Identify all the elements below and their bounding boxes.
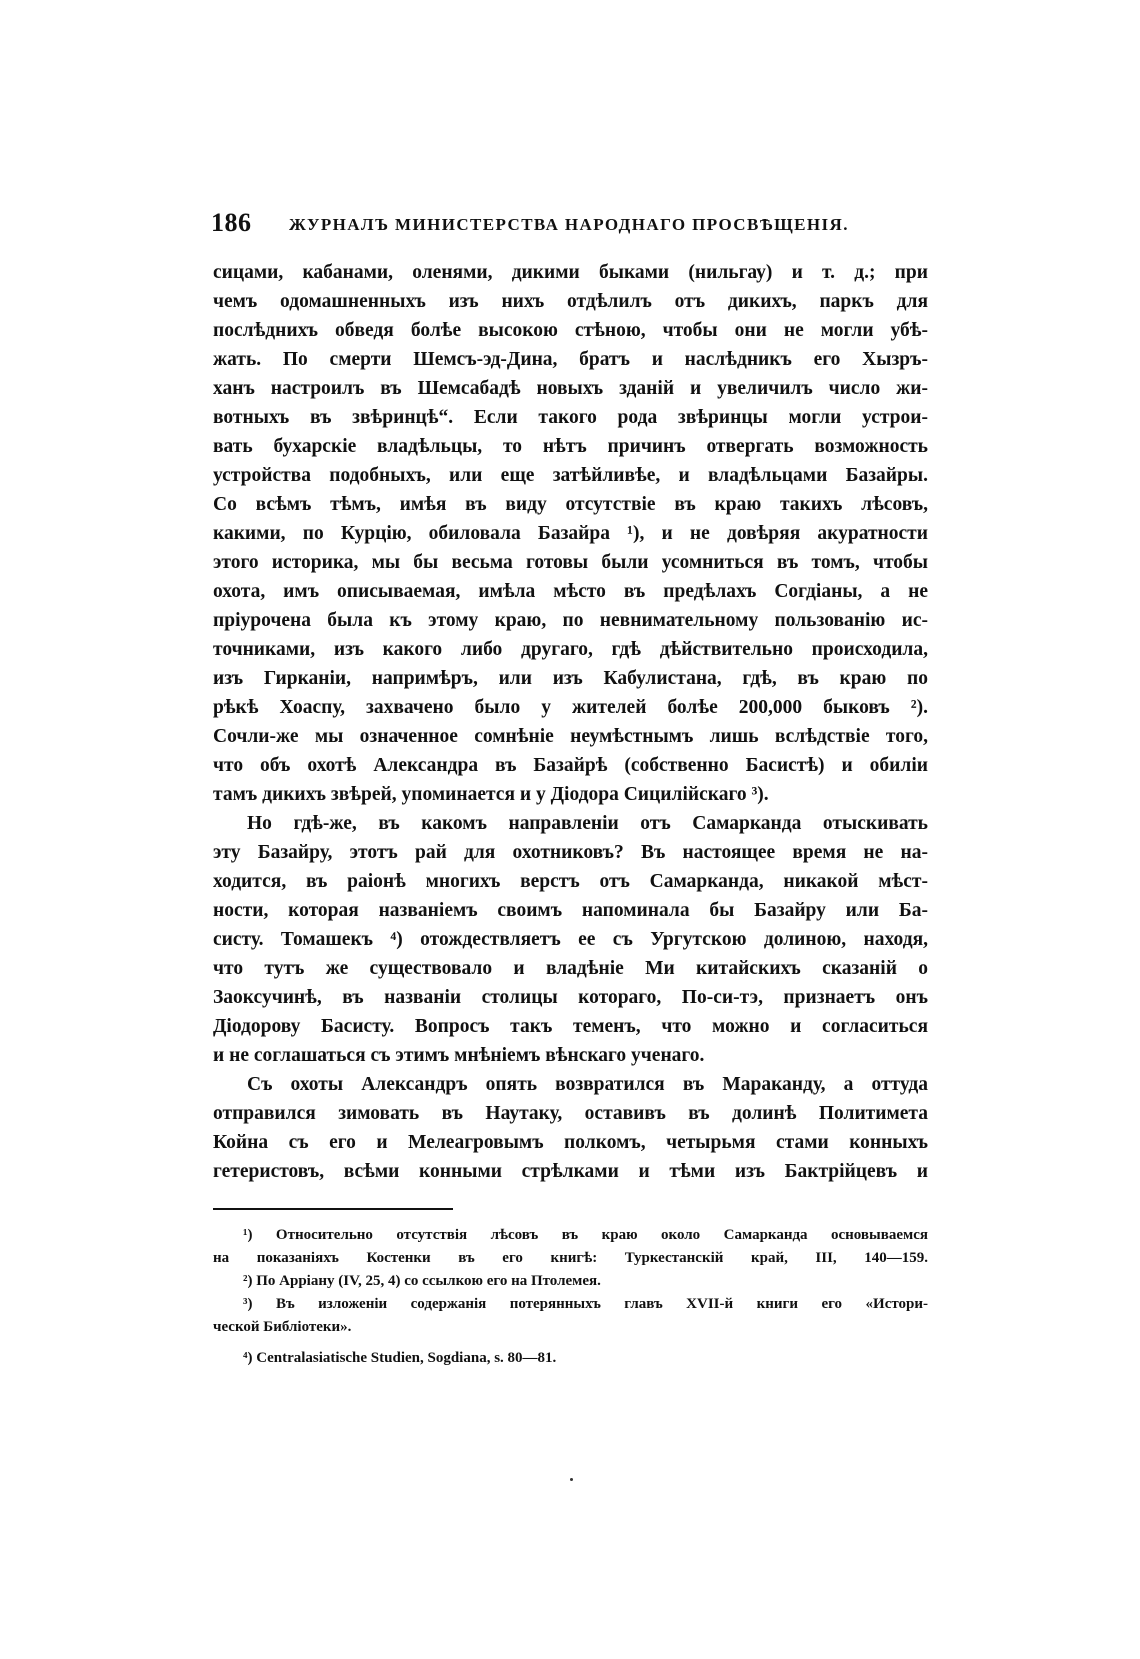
text-line: Заоксучинѣ, въ названіи столицы котораго, По-си-тэ, признаетъ онъ — [213, 987, 928, 1008]
footnote-line: ²) По Арріану (IV, 25, 4) со ссылкою его на Птолемея. — [243, 1273, 601, 1289]
text-line: послѣднихъ обведя болѣе высокою стѣною, чтобы они не могли убѣ- — [213, 320, 928, 341]
text-line: отправился зимовать въ Наутаку, оставивъ въ долинѣ Политимета — [213, 1103, 928, 1124]
text-line: устройства подобныхъ, или еще затѣйливѣе, и владѣльцами Базайры. — [213, 465, 928, 486]
text-line: гетеристовъ, всѣми конными стрѣлками и тѣми изъ Бактрійцевъ и — [213, 1161, 928, 1182]
text-line: и не соглашаться съ этимъ мнѣніемъ вѣнскаго ученаго. — [213, 1045, 705, 1066]
footnote-line: ческой Библіотеки». — [213, 1319, 352, 1335]
footnotes — [213, 1224, 928, 1370]
text-line: вать бухарскіе владѣльцы, то нѣтъ причинъ отвергать возможность — [213, 436, 928, 457]
page-number: 186 — [211, 208, 252, 237]
text-line: какими, по Курцію, обиловала Базайра ¹), и не довѣряя акуратности — [213, 523, 928, 544]
text-line: ности, которая названіемъ своимъ напоминала бы Базайру или Ба- — [213, 900, 928, 921]
text-line: рѣкѣ Хоаспу, захвачено было у жителей болѣе 200,000 быковъ ²). — [213, 697, 928, 718]
footnote-line: на показаніяхъ Костенки въ его книгѣ: Туркестанскій край, III, 140—159. — [213, 1250, 928, 1266]
text-line: Но гдѣ-же, въ какомъ направленіи отъ Самарканда отыскивать — [247, 813, 928, 834]
scan-speck — [570, 1478, 573, 1481]
footnote-line: ¹) Относительно отсутствія лѣсовъ въ краю около Самарканда основываемся — [243, 1227, 928, 1243]
text-line: сицами, кабанами, оленями, дикими быками (нильгау) и т. д.; при — [213, 262, 928, 283]
text-line: вотныхъ въ звѣринцѣ“. Если такого рода звѣринцы могли устрои- — [213, 407, 928, 428]
text-line: Койна съ его и Мелеагровымъ полкомъ, четырьмя стами конныхъ — [213, 1132, 928, 1153]
page-header — [211, 208, 931, 248]
text-line: Съ охоты Александръ опять возвратился въ Мараканду, а оттуда — [247, 1074, 928, 1095]
text-line: пріурочена была къ этому краю, по невнимательному пользованію ис- — [213, 610, 928, 631]
running-title: ЖУРНАЛЪ МИНИСТЕРСТВА НАРОДНАГО ПРОСВѢЩЕНІЯ. — [289, 215, 849, 234]
text-line: ходится, въ раіонѣ многихъ верстъ отъ Самарканда, никакой мѣст- — [213, 871, 928, 892]
text-line: ханъ настроилъ въ Шемсабадѣ новыхъ зданій и увеличилъ число жи- — [213, 378, 928, 399]
text-line: точниками, изъ какого либо другаго, гдѣ дѣйствительно происходила, — [213, 639, 928, 660]
text-line: Сочли-же мы означенное сомнѣніе неумѣстнымъ лишь вслѣдствіе того, — [213, 726, 928, 747]
text-line: что тутъ же существовало и владѣніе Ми китайскихъ сказаній о — [213, 958, 928, 979]
text-line: что объ охотѣ Александра въ Базайрѣ (собственно Басистѣ) и обиліи — [213, 755, 928, 776]
text-line: жать. По смерти Шемсъ-эд-Дина, братъ и наслѣдникъ его Хызръ- — [213, 349, 928, 370]
text-line: Со всѣмъ тѣмъ, имѣя въ виду отсутствіе въ краю такихъ лѣсовъ, — [213, 494, 928, 515]
text-line: Діодорову Басисту. Вопросъ такъ теменъ, что можно и согласиться — [213, 1016, 928, 1037]
footnote-line: ³) Въ изложеніи содержанія потерянныхъ главъ XVII-й книги его «Истори- — [243, 1296, 928, 1312]
text-line: охота, имъ описываемая, имѣла мѣсто въ предѣлахъ Согдіаны, а не — [213, 581, 928, 602]
text-line: чемъ одомашненныхъ изъ нихъ отдѣлилъ отъ дикихъ, паркъ для — [213, 291, 928, 312]
footnote-line: ⁴) Centralasiatische Studien, Sogdiana, s. 80—81. — [243, 1350, 557, 1366]
text-line: тамъ дикихъ звѣрей, упоминается и у Діодора Сицилійскаго ³). — [213, 784, 769, 805]
text-line: этого историка, мы бы весьма готовы были усомниться въ томъ, чтобы — [213, 552, 928, 573]
text-line: систу. Томашекъ ⁴) отождествляетъ ее съ Ургутскою долиною, находя, — [213, 929, 928, 950]
text-line: изъ Гирканіи, напримѣръ, или изъ Кабулистана, гдѣ, въ краю по — [213, 668, 928, 689]
body-text — [213, 258, 928, 1186]
text-line: эту Базайру, этотъ рай для охотниковъ? Въ настоящее время не на- — [213, 842, 928, 863]
footnote-divider — [213, 1208, 453, 1210]
